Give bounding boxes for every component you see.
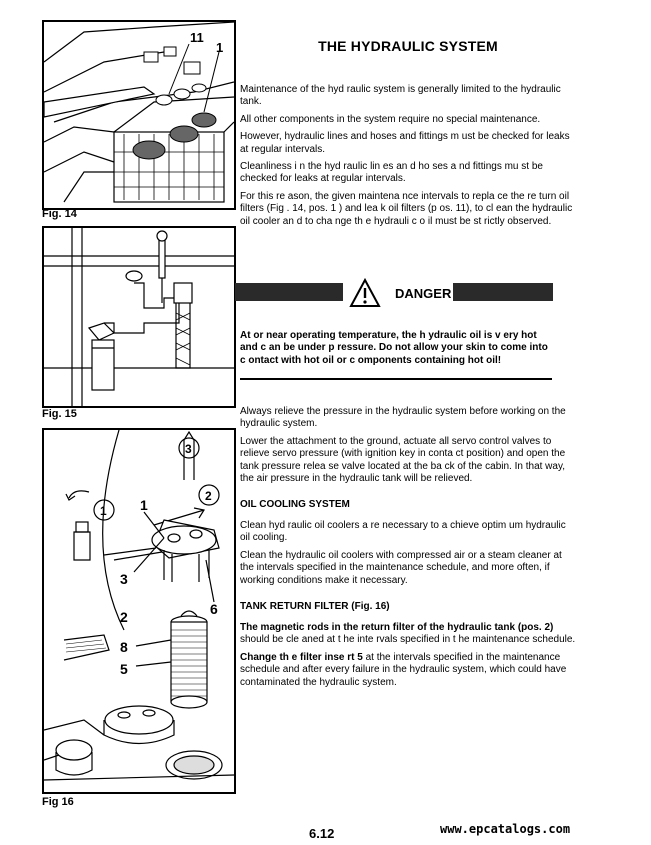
intro-paragraph-1: Maintenance of the hyd raulic system is generally limited to the hydraulic tank. xyxy=(240,84,561,108)
fig14-callout-11: 11 xyxy=(190,30,204,45)
figure-16-illustration xyxy=(44,430,234,792)
fig16-callout-8: 8 xyxy=(120,639,128,655)
fig15-caption: Fig. 15 xyxy=(42,408,77,420)
intro-paragraph-3: However, hydraulic lines and hoses and fittings m ust be checked for leaks at regular intervals. xyxy=(240,131,570,155)
tank-filter-paragraph-1 xyxy=(240,622,577,647)
danger-divider xyxy=(240,378,552,380)
page-number: 6.12 xyxy=(309,826,335,841)
tank-filter-paragraph-2-rest: at the intervals specified in the maintenance schedule and after every failure in the hydraulic system, which could have contaminated the hydraulic system. xyxy=(240,651,567,688)
figure-15 xyxy=(42,226,236,408)
fig16-callout-2-circle: 2 xyxy=(205,489,212,503)
fig16-callout-5: 5 xyxy=(120,661,128,677)
fig16-callout-3-circle: 3 xyxy=(185,442,192,456)
oil-cooling-heading: OIL COOLING SYSTEM xyxy=(240,499,350,510)
fig16-callout-2: 2 xyxy=(120,609,128,625)
warning-triangle-icon xyxy=(349,278,381,308)
figure-15-illustration xyxy=(44,228,234,406)
intro-paragraph-2: All other components in the system require no special maintenance. xyxy=(240,113,541,125)
fig16-callout-6: 6 xyxy=(210,601,218,617)
figure-16 xyxy=(42,428,236,794)
oil-cooling-text xyxy=(240,520,577,587)
pressure-text xyxy=(240,406,577,485)
tank-filter-text xyxy=(240,622,577,689)
intro-paragraph-4: Cleanliness i n the hyd raulic lin es an d ho ses a nd fittings mu st be checked for leaks at regular intervals. xyxy=(240,161,543,185)
danger-text: At or near operating temperature, the h ydraulic oil is v ery hot and c an be under p ressure. Do not allow your skin to come into c ontact with hot oil or c omponents containing hot oil! xyxy=(240,330,548,366)
fig16-callout-3: 3 xyxy=(120,571,128,587)
tank-filter-paragraph-2 xyxy=(240,652,577,689)
tank-filter-paragraph-1-rest: should be cle aned at t he inte rvals specified in t he maintenance schedule. xyxy=(240,634,576,646)
website-watermark: www.epcatalogs.com xyxy=(440,822,571,836)
intro-paragraph-5: For this re ason, the given maintena nce intervals to repla ce the re turn oil filters (Fig . 14, pos. 1 ) and lea k oil filters (p os. 11), to cl ean the hydraulic oil cooler an d to cha nge th e hydrauli c o il must be st rictly observed. xyxy=(240,190,573,227)
tank-filter-paragraph-2-bold: Change th e filter inse rt 5 xyxy=(240,651,363,663)
page-title: THE HYDRAULIC SYSTEM xyxy=(318,38,498,54)
danger-banner xyxy=(235,278,553,310)
fig16-caption: Fig 16 xyxy=(42,796,74,808)
fig14-caption: Fig. 14 xyxy=(42,208,77,220)
tank-filter-paragraph-1-bold: The magnetic rods in the return filter of the hydraulic tank (pos. 2) xyxy=(240,622,554,633)
danger-bar-right xyxy=(453,283,553,301)
oil-cooling-paragraph-1: Clean hyd raulic oil coolers a re necessary to a chieve optim um hydraulic oil cooling. xyxy=(240,520,566,544)
fig14-callout-1: 1 xyxy=(216,40,224,55)
oil-cooling-paragraph-2: Clean the hydraulic oil coolers with compressed air or a steam cleaner at the intervals specified in the maintenance schedule, and more often, if working conditions make it necessary. xyxy=(240,549,562,586)
pressure-paragraph-1: Always relieve the pressure in the hydraulic system before working on the hydraulic system. xyxy=(240,406,566,430)
danger-bar-left xyxy=(235,283,343,301)
tank-filter-heading: TANK RETURN FILTER (Fig. 16) xyxy=(240,601,390,612)
fig16-callout-1: 1 xyxy=(140,497,148,513)
danger-label: DANGER xyxy=(395,286,452,301)
fig16-callout-1-circle: 1 xyxy=(100,504,107,518)
intro-text xyxy=(240,84,577,228)
figure-14-illustration xyxy=(44,22,234,208)
figure-14 xyxy=(42,20,236,210)
pressure-paragraph-2: Lower the attachment to the ground, actuate all servo control valves to relieve servo pressure (with ignition key in conta ct position) and open the tank pressure relea se valve located at the ba ck of the cabin. In that way, the air pressure in the hydraulic tank will be relieved. xyxy=(240,435,566,485)
